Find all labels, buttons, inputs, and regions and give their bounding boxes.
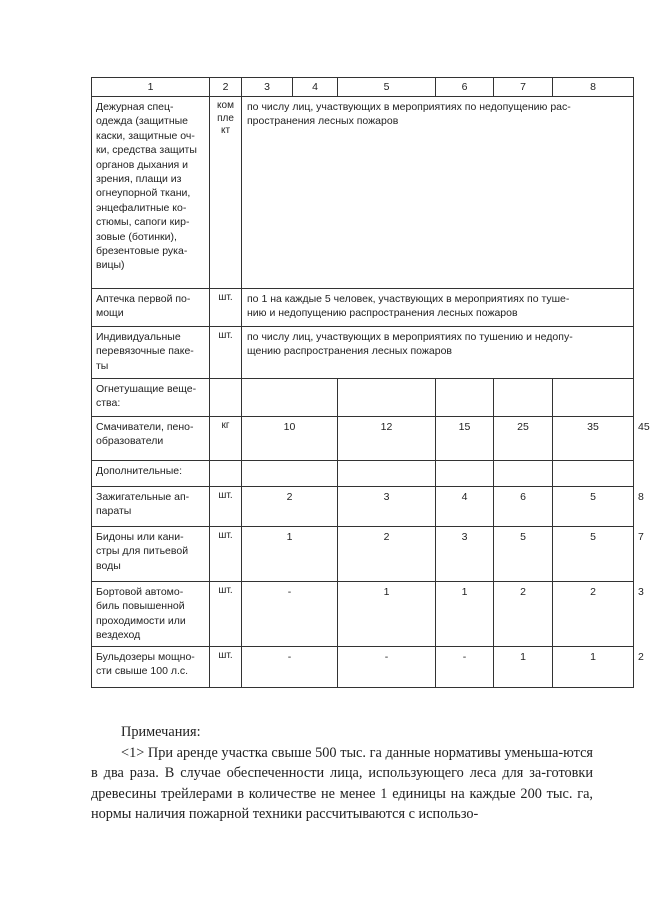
value-cell: 35 xyxy=(553,417,634,461)
value-cell: - xyxy=(338,646,436,687)
notes-section xyxy=(91,722,593,825)
value-cell: 5 xyxy=(553,487,634,527)
item-cell: Индивидуальные перевязочные паке- ты xyxy=(92,327,210,379)
header-cell: 1 xyxy=(92,78,210,97)
table-row xyxy=(92,97,634,289)
value-cell xyxy=(242,379,338,417)
value-cell xyxy=(494,461,553,487)
table-row xyxy=(92,461,634,487)
table-row: Смачиватели, пено- образователи кг 10 12 15 25 35 45 xyxy=(92,417,634,461)
value-cell: 3 xyxy=(436,527,494,582)
header-cell: 8 xyxy=(553,78,634,97)
unit-cell: шт. xyxy=(210,527,242,582)
unit-cell: шт. xyxy=(210,646,242,687)
header-cell: 7 xyxy=(494,78,553,97)
item-cell: Бортовой автомо- биль повышенной проходимости или вездеход xyxy=(92,582,210,647)
table-row xyxy=(92,289,634,327)
value-cell: 1 xyxy=(553,646,634,687)
table-row: Бортовой автомо- биль повышенной проходимости или вездеход шт. - 1 1 2 2 3 xyxy=(92,582,634,647)
unit-cell: шт. xyxy=(210,487,242,527)
unit-cell: шт. xyxy=(210,582,242,647)
table-body xyxy=(92,78,650,688)
value-cell: 2 xyxy=(553,582,634,647)
value-cell: 12 xyxy=(338,417,436,461)
value-cell: - xyxy=(242,582,338,647)
header-cell: 2 xyxy=(210,78,242,97)
unit-cell xyxy=(210,461,242,487)
table-row: Бидоны или кани- стры для питьевой воды шт. 1 2 3 5 5 7 xyxy=(92,527,634,582)
value-cell: 10 xyxy=(242,417,338,461)
value-cell xyxy=(553,461,634,487)
value-cell: 5 xyxy=(494,527,553,582)
value-cell: 2 xyxy=(494,582,553,647)
norm-text-cell: по числу лиц, участвующих в мероприятиях по тушению и недопу- щению распространения лесных пожаров xyxy=(242,327,634,379)
value-cell: - xyxy=(436,646,494,687)
unit-cell: кг xyxy=(210,417,242,461)
table-row xyxy=(92,327,634,379)
value-cell: 15 xyxy=(436,417,494,461)
header-cell: 3 xyxy=(242,78,293,97)
unit-cell xyxy=(210,379,242,417)
value-cell: 4 xyxy=(436,487,494,527)
value-cell: - xyxy=(242,646,338,687)
notes-text: <1> При аренде участка свыше 500 тыс. га данные нормативы уменьша-ются в два раза. В случае обеспеченности лица, использующего леса для за-готовки древесины трейлерами в количестве не менее 1 единицы на каждые 200 тыс. га, нормы наличия пожарной техники рассчитываются с использо- xyxy=(91,744,593,822)
value-cell: 5 xyxy=(553,527,634,582)
value-cell xyxy=(242,461,338,487)
item-cell: Аптечка первой по- мощи xyxy=(92,289,210,327)
value-cell: 1 xyxy=(242,527,338,582)
item-cell: Дежурная спец- одежда (защитные каски, защитные оч- ки, средства защиты органов дыхания и зрения, плащи из огнеупорной ткани, энцефалитные ко- стюмы, сапоги кир- зовые (ботинки), брезентовые рука- вицы) xyxy=(92,97,210,289)
item-cell: Смачиватели, пено- образователи xyxy=(92,417,210,461)
header-row xyxy=(92,78,634,97)
norms-table xyxy=(91,77,650,688)
value-cell: 2 xyxy=(242,487,338,527)
value-cell: 3 xyxy=(338,487,436,527)
value-cell xyxy=(436,379,494,417)
unit-cell: шт. xyxy=(210,327,242,379)
header-cell: 4 xyxy=(293,78,338,97)
value-cell xyxy=(553,379,634,417)
value-cell xyxy=(494,379,553,417)
value-cell: 1 xyxy=(494,646,553,687)
value-cell xyxy=(436,461,494,487)
header-cell: 5 xyxy=(338,78,436,97)
norm-text-cell: по числу лиц, участвующих в мероприятиях по недопущению рас- пространения лесных пожаров xyxy=(242,97,634,289)
header-cell: 6 xyxy=(436,78,494,97)
table-row: Зажигательные ап- параты шт. 2 3 4 6 5 8 xyxy=(92,487,634,527)
value-cell: 1 xyxy=(338,582,436,647)
norm-text-cell: по 1 на каждые 5 человек, участвующих в мероприятиях по туше- нию и недопущению распространения лесных пожаров xyxy=(242,289,634,327)
item-cell: Бульдозеры мощно- сти свыше 100 л.с. xyxy=(92,646,210,687)
table-row: Бульдозеры мощно- сти свыше 100 л.с. шт. - - - 1 1 2 xyxy=(92,646,634,687)
value-cell xyxy=(338,379,436,417)
item-cell: Дополнительные: xyxy=(92,461,210,487)
table-row xyxy=(92,379,634,417)
value-cell xyxy=(338,461,436,487)
value-cell: 6 xyxy=(494,487,553,527)
value-cell: 2 xyxy=(338,527,436,582)
unit-cell: шт. xyxy=(210,289,242,327)
notes-title: Примечания: xyxy=(121,724,201,740)
value-cell: 25 xyxy=(494,417,553,461)
value-cell: 1 xyxy=(436,582,494,647)
item-cell: Бидоны или кани- стры для питьевой воды xyxy=(92,527,210,582)
item-cell: Зажигательные ап- параты xyxy=(92,487,210,527)
unit-cell: ком пле кт xyxy=(210,97,242,289)
item-cell: Огнетушащие веще- ства: xyxy=(92,379,210,417)
